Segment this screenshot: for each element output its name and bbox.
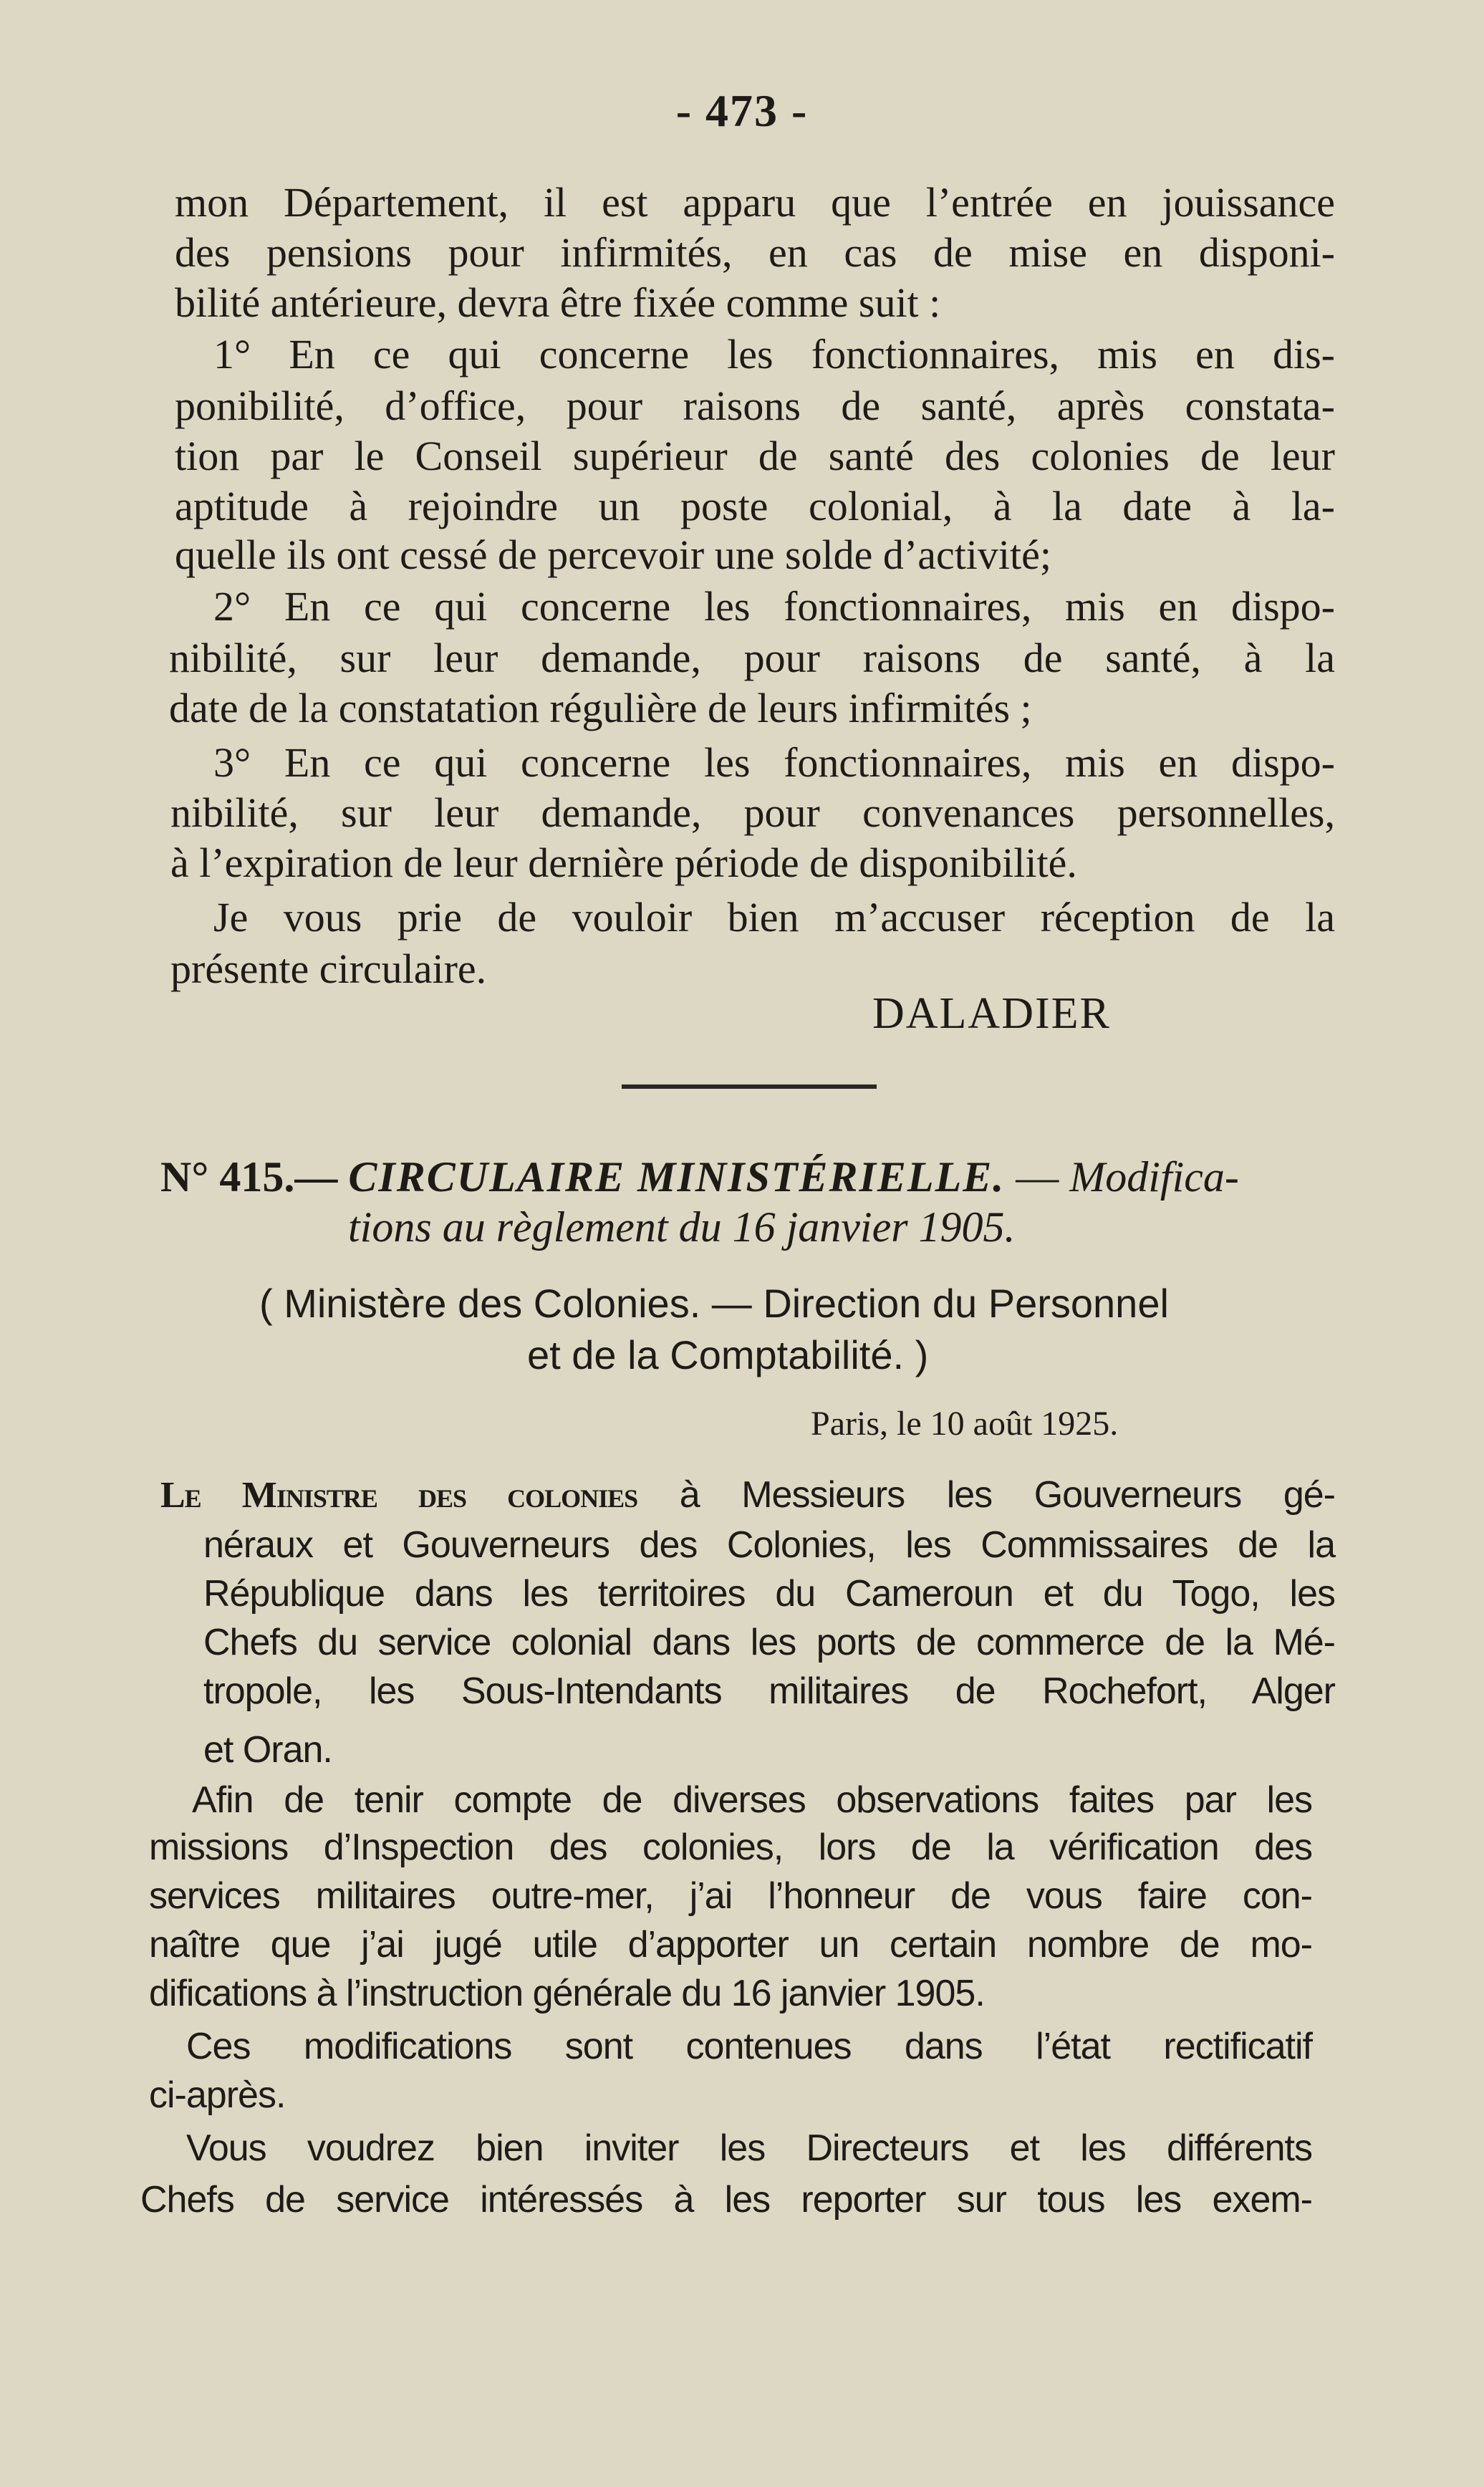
text-line: des pensions pour infirmités, en cas de mise en disponi-	[175, 229, 1335, 276]
body-line: missions d’Inspection des colonies, lors de la vérification des	[149, 1827, 1312, 1868]
body-line: ci-après.	[149, 2074, 286, 2116]
body-line: services militaires outre-mer, j’ai l’honneur de vous faire con-	[149, 1875, 1312, 1917]
circular-title: CIRCULAIRE MINISTÉRIELLE.	[348, 1153, 1006, 1201]
text-line: 1° En ce qui concerne les fonctionnaires, mis en dis-	[213, 331, 1335, 377]
text-line: 3° En ce qui concerne les fonctionnaires, mis en dispo-	[213, 739, 1335, 786]
circular-heading	[160, 1152, 1335, 1202]
text-line: aptitude à rejoindre un poste colonial, à la date à la-	[175, 483, 1335, 529]
body-line: Ces modifications sont contenues dans l’état rectificatif	[186, 2026, 1312, 2067]
section-divider	[622, 1084, 877, 1089]
circular-subject: Modifica-	[1069, 1153, 1239, 1201]
issuing-ministry: ( Ministère des Colonies. — Direction du Personnel	[259, 1281, 1169, 1326]
body-line: Afin de tenir compte de diverses observations faites par les	[192, 1779, 1312, 1821]
text-line: Je vous prie de vouloir bien m’accuser réception de la	[213, 894, 1335, 941]
dateline: Paris, le 10 août 1925.	[811, 1405, 1119, 1443]
text-line: présente circulaire.	[170, 946, 487, 992]
page-number: - 473 -	[675, 85, 809, 136]
body-line: naître que j’ai jugé utile d’apporter un certain nombre de mo-	[149, 1924, 1312, 1966]
address-text: à Messieurs les Gouverneurs gé-	[679, 1474, 1335, 1516]
issuing-ministry-line: et de la Comptabilité. )	[527, 1332, 929, 1377]
signature: DALADIER	[872, 989, 1111, 1038]
body-line: Chefs de service intéressés à les reporter sur tous les exem-	[140, 2179, 1312, 2221]
text-line: à l’expiration de leur dernière période de disponibilité.	[170, 840, 1077, 886]
address-line: tropole, les Sous-Intendants militaires de Rochefort, Alger	[203, 1670, 1335, 1712]
text-line: mon Département, il est apparu que l’entrée en jouissance	[175, 179, 1335, 226]
text-line: ponibilité, d’office, pour raisons de santé, après constata-	[175, 383, 1335, 429]
text-line: bilité antérieure, devra être fixée comme suit :	[175, 279, 941, 326]
address-line	[160, 1470, 1335, 1521]
address-line: Chefs du service colonial dans les ports de commerce de la Mé-	[203, 1622, 1335, 1663]
text-line: nibilité, sur leur demande, pour convenances personnelles,	[170, 789, 1335, 836]
text-line: 2° En ce qui concerne les fonctionnaires, mis en dispo-	[213, 583, 1335, 630]
address-line: République dans les territoires du Cameroun et du Togo, les	[203, 1573, 1335, 1615]
text-line: quelle ils ont cessé de percevoir une solde d’activité;	[175, 531, 1052, 578]
circular-number: N° 415.—	[160, 1153, 338, 1201]
address-line: néraux et Gouverneurs des Colonies, les Commissaires de la	[203, 1524, 1335, 1566]
body-line: Vous voudrez bien inviter les Directeurs et les différents	[186, 2127, 1312, 2169]
text-line: tion par le Conseil supérieur de santé des colonies de leur	[175, 433, 1335, 479]
text-line: nibilité, sur leur demande, pour raisons de santé, à la	[169, 635, 1335, 681]
circular-subject-line: tions au règlement du 16 janvier 1905.	[348, 1203, 1016, 1251]
address-line: et Oran.	[203, 1729, 332, 1771]
text-line: date de la constatation régulière de leurs infirmités ;	[169, 685, 1032, 731]
body-line: difications à l’instruction générale du 16 janvier 1905.	[149, 1973, 985, 2014]
title-dash: —	[1016, 1153, 1059, 1201]
address-lead: Le Ministre des colonies	[160, 1475, 638, 1516]
